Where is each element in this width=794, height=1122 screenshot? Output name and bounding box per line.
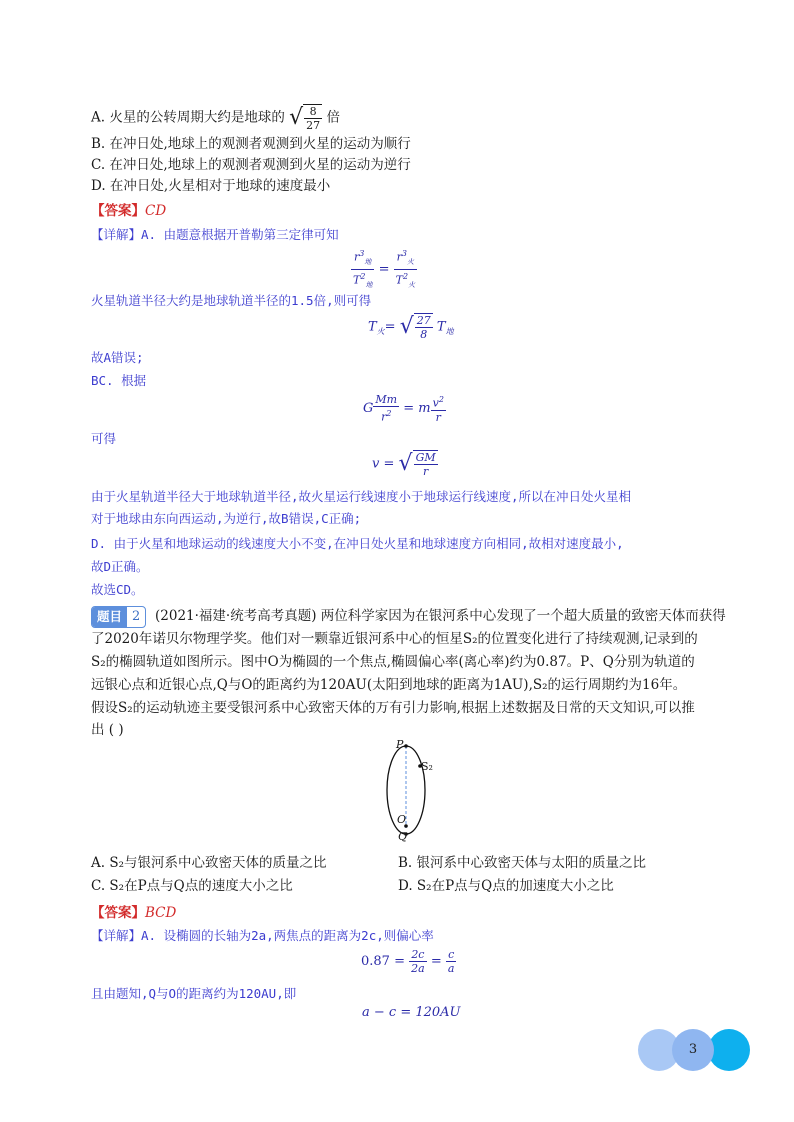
equation-period: $T_火=$ √ $\frac{27}{8}$ $T_地$ bbox=[368, 314, 454, 341]
question-line-4: 远银心点和近银心点,Q与O的距离约为120AU(太阳到地球的距离为1AU),S₂的运行周期约为16年。 bbox=[91, 677, 687, 693]
detail-line bbox=[91, 225, 339, 245]
equation-eccentricity: 0.87 = $\frac{2c}{2a}$ = $\frac{c}{a}$ bbox=[361, 948, 455, 975]
page-number: 3 bbox=[688, 1042, 698, 1057]
text-reason-1: 由于火星轨道半径大于地球轨道半径,故火星运行线速度小于地球运行线速度,所以在冲日处火星相 bbox=[91, 489, 632, 504]
q2-detail-line bbox=[91, 926, 434, 946]
text-d-1: D. 由于火星和地球运动的线速度大小不变,在冲日处火星和地球速度方向相同,故相对速度最小, bbox=[91, 536, 624, 551]
question-badge-number: 2 bbox=[132, 609, 141, 624]
q2-detail-text: A. 设椭圆的长轴为2a,两焦点的距离为2c,则偏心率 bbox=[141, 928, 434, 943]
question-line-3: S₂的椭圆轨道如图所示。图中O为椭圆的一个焦点,椭圆偏心率(离心率)约为0.87。P、Q分别为轨道的 bbox=[91, 654, 695, 670]
question-line-5: 假设S₂的运动轨迹主要受银河系中心致密天体的万有引力影响,根据上述数据及日常的天文知识,可以推 bbox=[91, 700, 695, 716]
text-radius: 火星轨道半径大约是地球轨道半径的1.5倍,则可得 bbox=[91, 293, 372, 308]
question-line-6: 出 ( ) bbox=[91, 722, 124, 738]
q2-text-given: 且由题知,Q与O的距离约为120AU,即 bbox=[91, 986, 297, 1001]
text-choose: 故选CD。 bbox=[91, 582, 144, 597]
q2-detail-label: 【详解】 bbox=[91, 928, 142, 943]
detail-text: A. 由题意根据开普勒第三定律可知 bbox=[141, 227, 339, 242]
q2-option-d: D. S₂在P点与Q点的加速度大小之比 bbox=[398, 878, 614, 894]
equation-last: a − c = 120AU bbox=[362, 1005, 461, 1020]
q2-option-c: C. S₂在P点与Q点的速度大小之比 bbox=[91, 878, 293, 894]
text-get: 可得 bbox=[91, 431, 117, 446]
question-line-1: (2021·福建·统考高考真题) 两位科学家因为在银河系中心发现了一个超大质量的致密天体而获得 bbox=[155, 608, 726, 624]
text-a-wrong: 故A错误; bbox=[91, 350, 144, 365]
option-a-suffix: 倍 bbox=[326, 109, 340, 126]
answer-line bbox=[91, 201, 166, 221]
q2-option-b: B. 银河系中心致密天体与太阳的质量之比 bbox=[398, 855, 647, 871]
label-s2: S₂ bbox=[421, 760, 433, 773]
q2-option-a: A. S₂与银河系中心致密天体的质量之比 bbox=[91, 855, 327, 871]
option-d: D. 在冲日处,火星相对于地球的速度最小 bbox=[91, 178, 331, 194]
orbit-figure bbox=[370, 738, 450, 846]
text-d-2: 故D正确。 bbox=[91, 559, 149, 574]
answer-value: CD bbox=[145, 203, 167, 219]
equation-kepler: $\frac{r^3_地}{T^2_地}$ = $\frac{r^3_火}{T^2_火}$ bbox=[353, 249, 416, 289]
question-badge bbox=[91, 606, 146, 628]
option-b: B. 在冲日处,地球上的观测者观测到火星的运动为顺行 bbox=[91, 136, 411, 152]
q2-answer-line bbox=[91, 903, 176, 923]
q2-answer-label: 【答案】 bbox=[91, 905, 145, 921]
label-q: Q bbox=[398, 830, 408, 843]
option-c: C. 在冲日处,地球上的观测者观测到火星的运动为逆行 bbox=[91, 157, 411, 173]
text-reason-2: 对于地球由东向西运动,为逆行,故B错误,C正确; bbox=[91, 511, 362, 526]
equation-gravity: G $\frac{Mm}{r^2}$ = m $\frac{v^2}{r}$ bbox=[363, 393, 444, 424]
option-a bbox=[91, 104, 340, 132]
question-line-2: 了2020年诺贝尔物理学奖。他们对一颗靠近银河系中心的恒星S₂的位置变化进行了持续观测,记录到的 bbox=[91, 631, 698, 647]
sqrt-expression: √ $\frac{8}{27}$ bbox=[289, 105, 321, 132]
page-deco-circle-3 bbox=[708, 1029, 750, 1071]
option-a-text: A. 火星的公转周期大约是地球的 bbox=[91, 109, 285, 126]
label-o: O bbox=[397, 813, 407, 826]
label-p: P bbox=[396, 738, 404, 751]
frac-denominator: 27 bbox=[306, 119, 321, 132]
detail-label: 【详解】 bbox=[91, 227, 142, 242]
frac-numerator: 8 bbox=[304, 105, 322, 119]
point-p bbox=[404, 744, 408, 748]
question-badge-label: 题目 bbox=[92, 607, 127, 627]
equation-velocity: v = √ $\frac{GM}{r}$ bbox=[372, 451, 436, 478]
answer-label: 【答案】 bbox=[91, 203, 145, 219]
text-bc: BC. 根据 bbox=[91, 373, 147, 388]
q2-answer-value: BCD bbox=[145, 905, 177, 921]
